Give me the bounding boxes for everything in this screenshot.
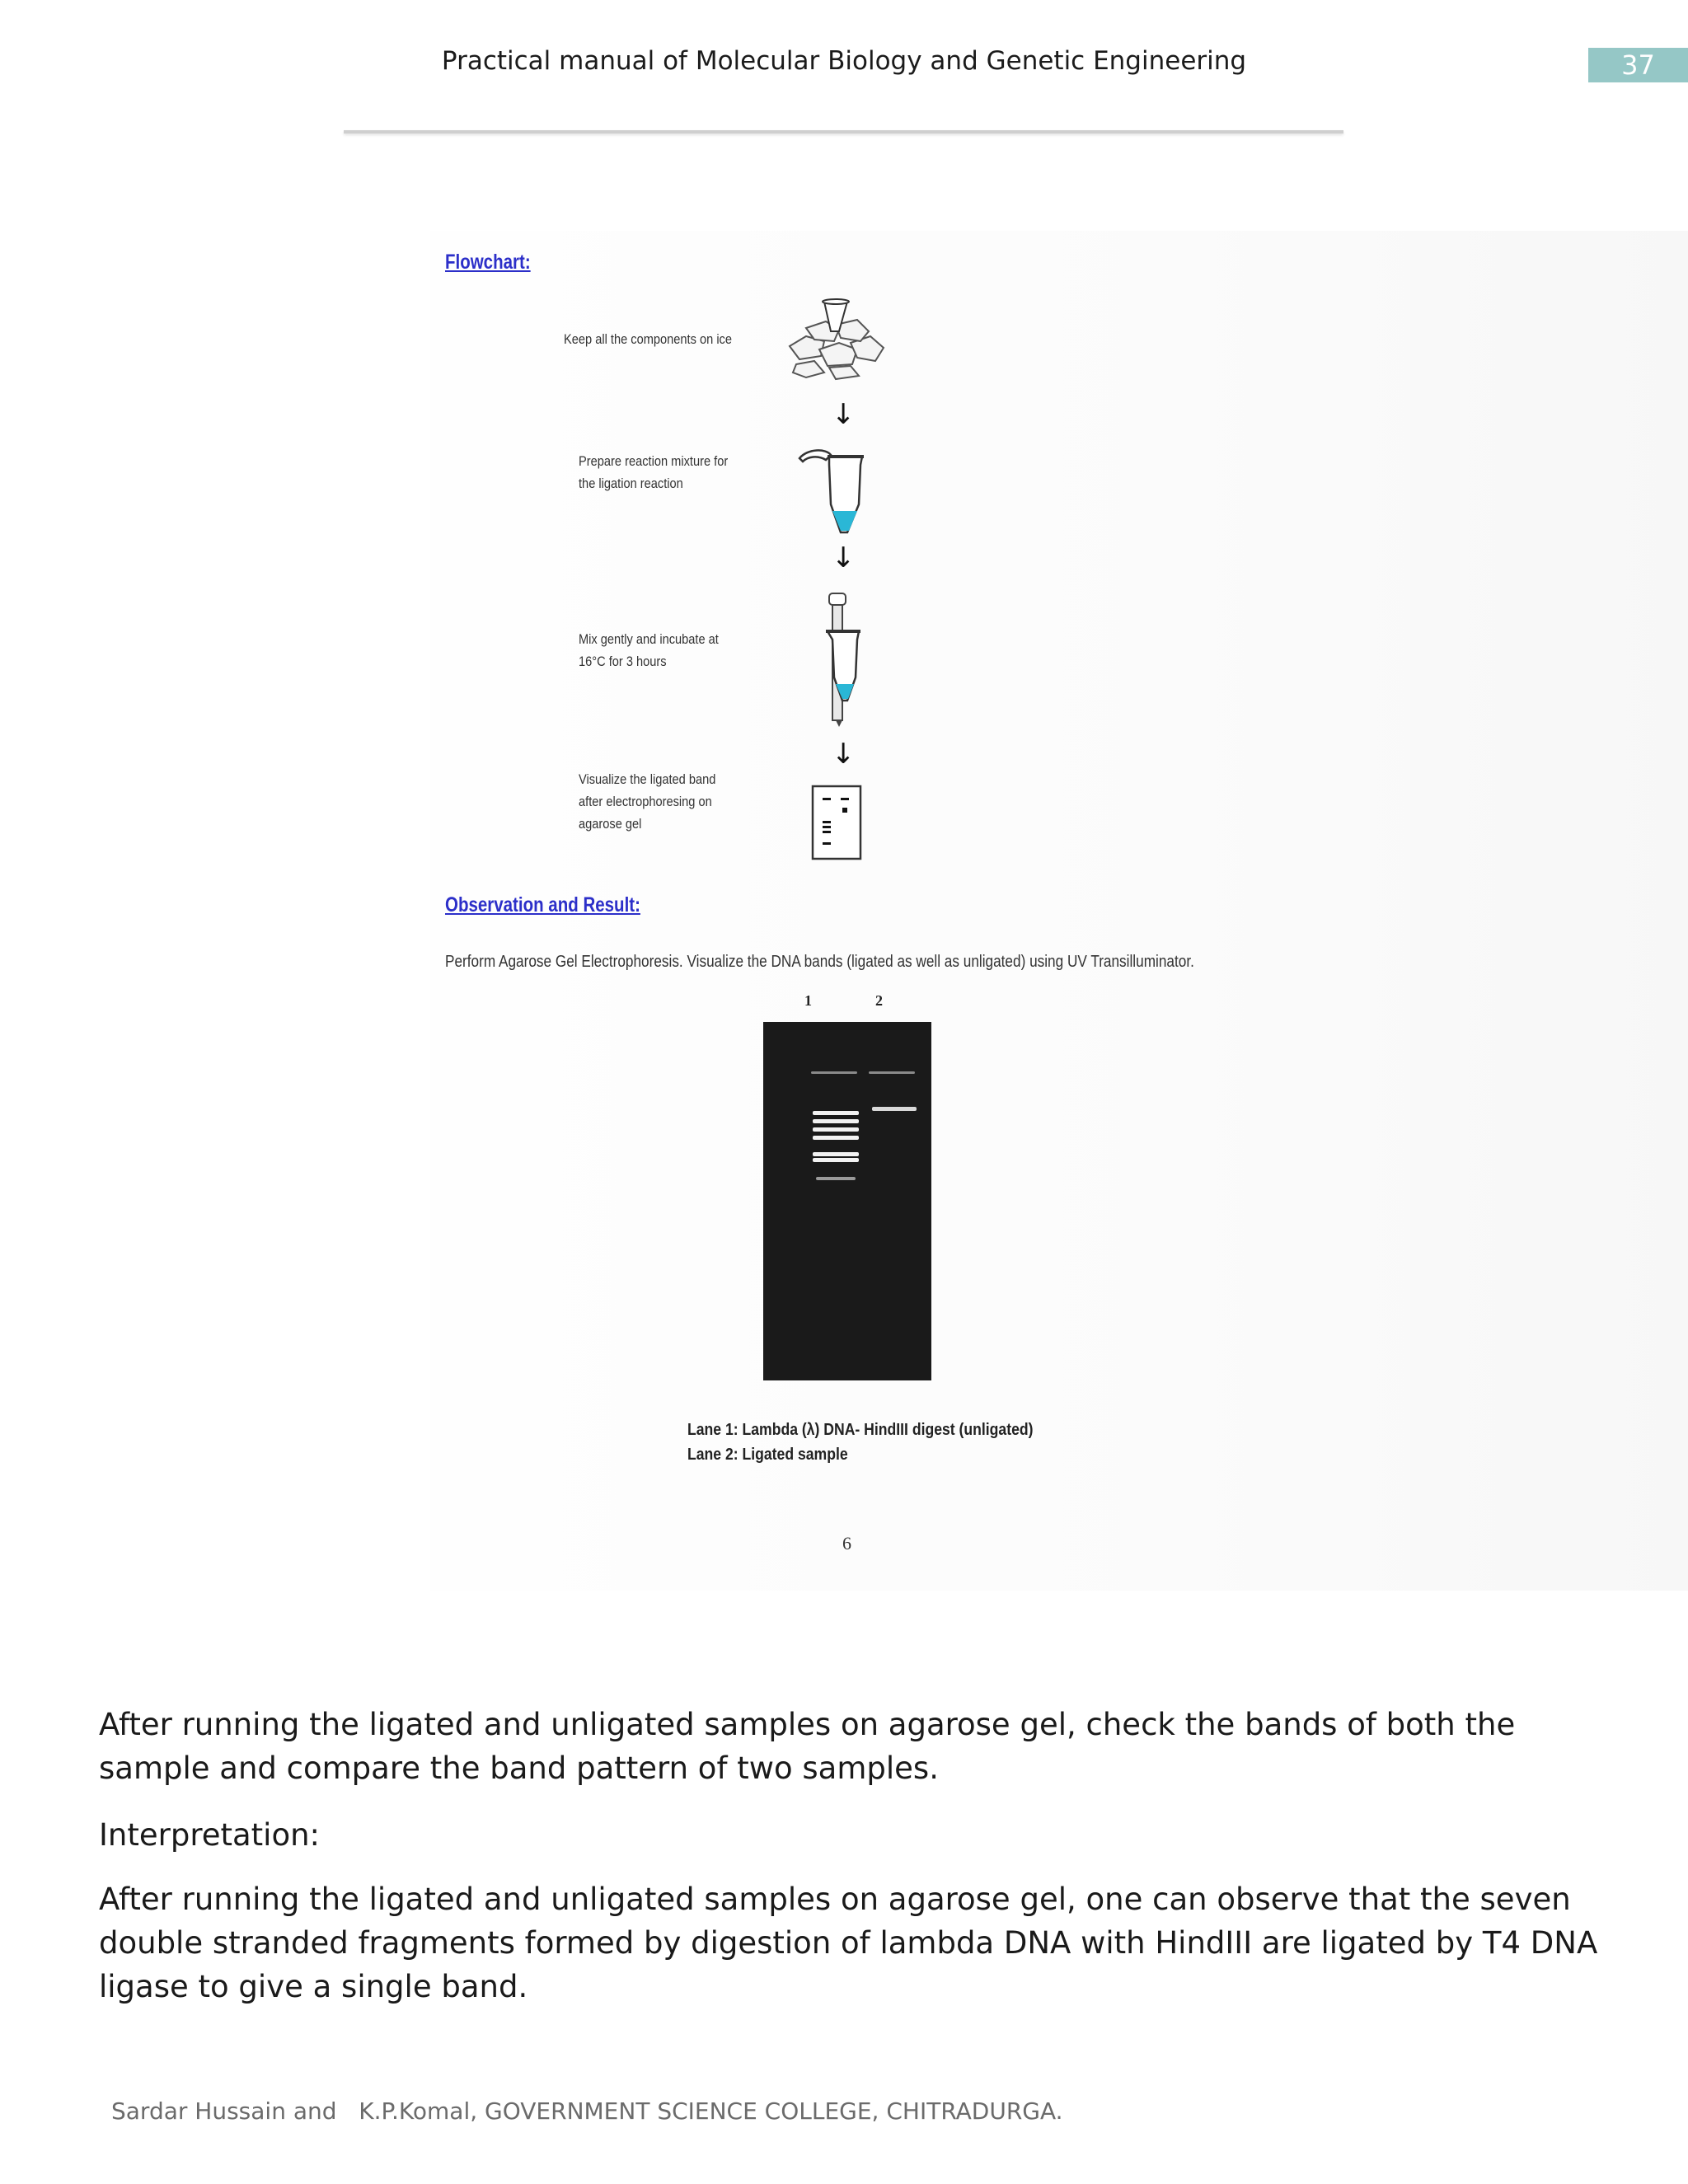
header-divider — [344, 130, 1343, 134]
page-footer: Sardar Hussain and K.P.Komal, GOVERNMENT SCIENCE COLLEGE, CHITRADURGA. — [111, 2097, 1063, 2125]
flowchart-step-4: Visualize the ligated band after electrophoresing on agarose gel — [579, 771, 716, 832]
gel-well-lane-1 — [811, 1071, 857, 1074]
flow-arrow-2: ↓ — [832, 541, 856, 574]
agarose-gel-image — [763, 1022, 931, 1380]
flowchart-step-1: Keep all the components on ice — [564, 331, 733, 347]
lane-1-caption: Lane 1: Lambda (λ) DNA- HindIII digest (unligated) — [687, 1421, 1034, 1439]
flowchart-heading: Flowchart: — [445, 251, 531, 274]
observation-text: Perform Agarose Gel Electrophoresis. Visualize the DNA bands (ligated as well as unligated) using UV Transilluminator. — [445, 953, 1194, 971]
lane-number-2: 2 — [875, 992, 883, 1009]
lane-1-band — [813, 1119, 859, 1123]
microtube-icon — [793, 447, 875, 539]
flow-arrow-1: ↓ — [832, 398, 856, 431]
observation-heading: Observation and Result: — [445, 893, 640, 916]
pipette-tube-icon — [811, 592, 877, 727]
lane-number-1: 1 — [804, 992, 812, 1009]
flow-arrow-3: ↓ — [832, 738, 856, 771]
gel-well-lane-2 — [869, 1071, 915, 1074]
lane-2-ligated-band — [872, 1107, 917, 1111]
interpretation-heading: Interpretation: — [99, 1817, 321, 1853]
flowchart-step-3: Mix gently and incubate at 16°C for 3 hours — [579, 631, 719, 669]
scanned-page-number: 6 — [842, 1533, 851, 1554]
ice-bucket-icon — [781, 298, 889, 381]
lane-1-band — [816, 1177, 856, 1180]
lane-1-band — [813, 1111, 859, 1115]
lane-1-band — [813, 1158, 859, 1162]
page-number-badge: 37 — [1588, 48, 1688, 82]
flowchart-step-2: Prepare reaction mixture for the ligation reaction — [579, 453, 729, 491]
lane-2-caption: Lane 2: Ligated sample — [687, 1446, 848, 1464]
lane-1-band — [813, 1152, 859, 1156]
gel-icon — [811, 785, 862, 860]
result-paragraph: After running the ligated and unligated samples on agarose gel, check the bands of both the sample and compare the band pattern of two samples. — [99, 1707, 1516, 1786]
scanned-figure-page — [430, 231, 1688, 1591]
running-title: Practical manual of Molecular Biology and Genetic Engineering — [441, 46, 1247, 76]
interpretation-paragraph: After running the ligated and unligated samples on agarose gel, one can observe that the seven double stranded fragments formed by digestion of lambda DNA with HindIII are ligated by T4 DNA ligase to give a single band. — [99, 1882, 1598, 2004]
lane-1-band — [813, 1136, 859, 1140]
lane-1-band — [813, 1127, 859, 1132]
